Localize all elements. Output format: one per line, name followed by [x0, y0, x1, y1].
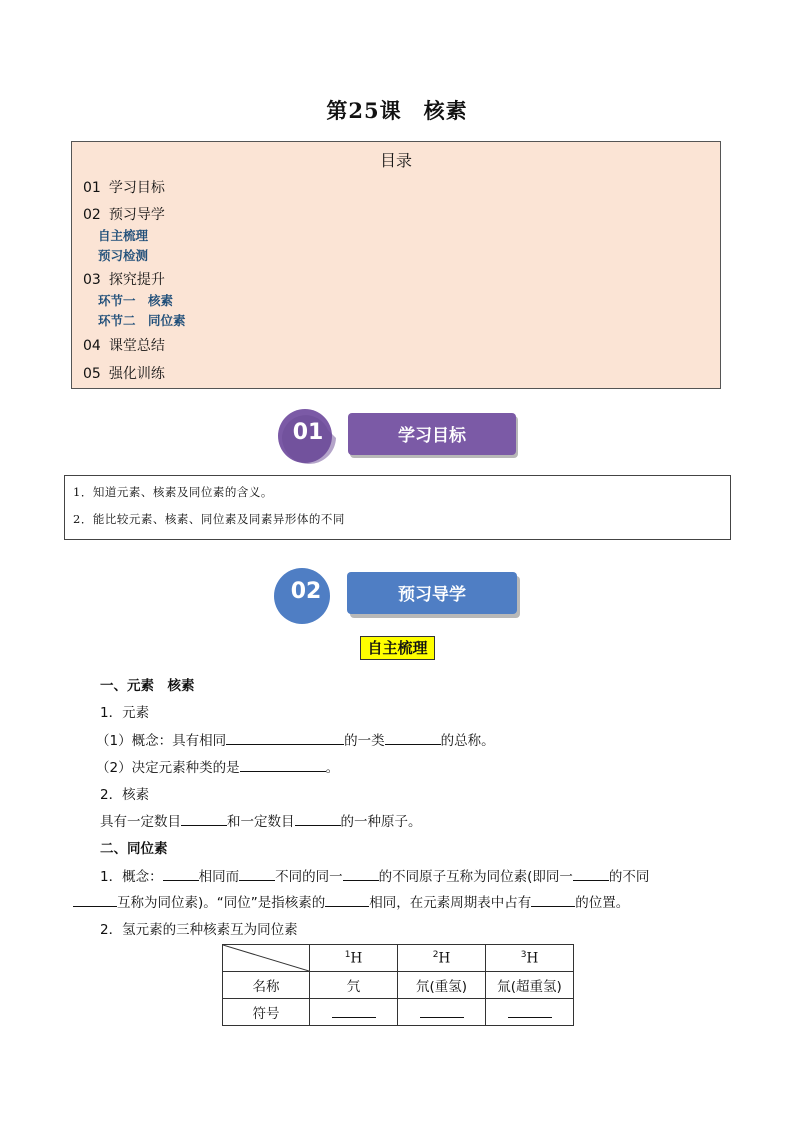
table-row-label-symbol: 符号: [223, 999, 310, 1026]
self-review-heading: 自主梳理: [360, 636, 435, 660]
table-header-h3: $^3$H: [486, 945, 574, 972]
heading-isotope: 二、同位素: [100, 841, 168, 857]
goal-line-2: 2．能比较元素、核素、同位素及同素异形体的不同: [73, 512, 345, 526]
section-number-02: 02: [290, 579, 322, 604]
toc-item-01[interactable]: 01 学习目标: [83, 180, 165, 196]
table-of-contents: [71, 141, 721, 389]
fill-blank[interactable]: [226, 732, 344, 745]
fill-blank[interactable]: [325, 894, 369, 907]
fill-blank[interactable]: [573, 868, 609, 881]
toc-sub-preview-check[interactable]: 预习检测: [98, 248, 149, 263]
fill-blank[interactable]: [531, 894, 575, 907]
section-number-01: 01: [292, 420, 324, 445]
fill-blank[interactable]: [343, 868, 379, 881]
concept-line-2: （2）决定元素种类的是 。: [96, 760, 340, 776]
table-row-label-name: 名称: [223, 972, 310, 999]
hydrogen-isotopes-intro: 2．氢元素的三种核素互为同位素: [100, 922, 298, 938]
hydrogen-isotope-table: [222, 944, 574, 1026]
toc-heading: 目录: [379, 151, 412, 170]
table-header-h2: $^2$H: [398, 945, 486, 972]
section-label-01: 学习目标: [398, 426, 466, 446]
toc-item-03[interactable]: 03 探究提升: [83, 272, 165, 288]
fill-blank[interactable]: [240, 759, 326, 772]
toc-sub-isotope[interactable]: 环节二 同位素: [98, 313, 186, 328]
section-badge-02: [272, 566, 524, 626]
isotope-definition-line-2: 互称为同位素)。“同位”是指核素的 相同，在元素周期表中占有 的位置。: [73, 891, 629, 911]
section-label-02: 预习导学: [398, 585, 466, 605]
fill-blank[interactable]: [295, 813, 341, 826]
table-cell-symbol-tritium: [486, 999, 574, 1026]
fill-blank[interactable]: [181, 813, 227, 826]
table-cell-symbol-protium: [310, 999, 398, 1026]
fill-blank[interactable]: [332, 1003, 376, 1018]
nuclide-definition: 具有一定数目 和一定数目 的一种原子。: [100, 814, 422, 830]
goal-line-1: 1．知道元素、核素及同位素的含义。: [73, 485, 273, 499]
toc-item-05[interactable]: 05 强化训练: [83, 366, 165, 382]
table-corner-cell: [223, 945, 310, 972]
fill-blank[interactable]: [385, 732, 441, 745]
toc-sub-nuclide[interactable]: 环节一 核素: [98, 293, 174, 308]
table-header-h1: $^1$H: [310, 945, 398, 972]
table-cell-name-protium: 氕: [310, 972, 398, 999]
heading-element-nuclide: 一、元素 核素: [100, 678, 195, 694]
page-title: 第25课 核素: [326, 98, 468, 123]
fill-blank[interactable]: [163, 868, 199, 881]
table-cell-symbol-deuterium: [398, 999, 486, 1026]
concept-line-1: （1）概念：具有相同 的一类 的总称。: [96, 733, 495, 749]
toc-sub-self-review[interactable]: 自主梳理: [98, 228, 149, 243]
fill-blank[interactable]: [508, 1003, 552, 1018]
learning-goals-box: [64, 475, 731, 540]
diagonal-line: [223, 945, 309, 971]
isotope-definition-line-1: 1．概念： 相同而 不同的同一 的不同原子互称为同位素(即同一 的不同: [100, 869, 650, 885]
fill-blank[interactable]: [73, 894, 117, 907]
subheading-element: 1．元素: [100, 705, 150, 721]
section-badge-01: [276, 408, 521, 466]
table-cell-name-deuterium: 氘(重氢): [398, 972, 486, 999]
table-cell-name-tritium: 氚(超重氢): [486, 972, 574, 999]
subheading-nuclide: 2．核素: [100, 787, 150, 803]
toc-item-04[interactable]: 04 课堂总结: [83, 338, 165, 354]
toc-item-02[interactable]: 02 预习导学: [83, 207, 165, 223]
fill-blank[interactable]: [239, 868, 275, 881]
fill-blank[interactable]: [420, 1003, 464, 1018]
